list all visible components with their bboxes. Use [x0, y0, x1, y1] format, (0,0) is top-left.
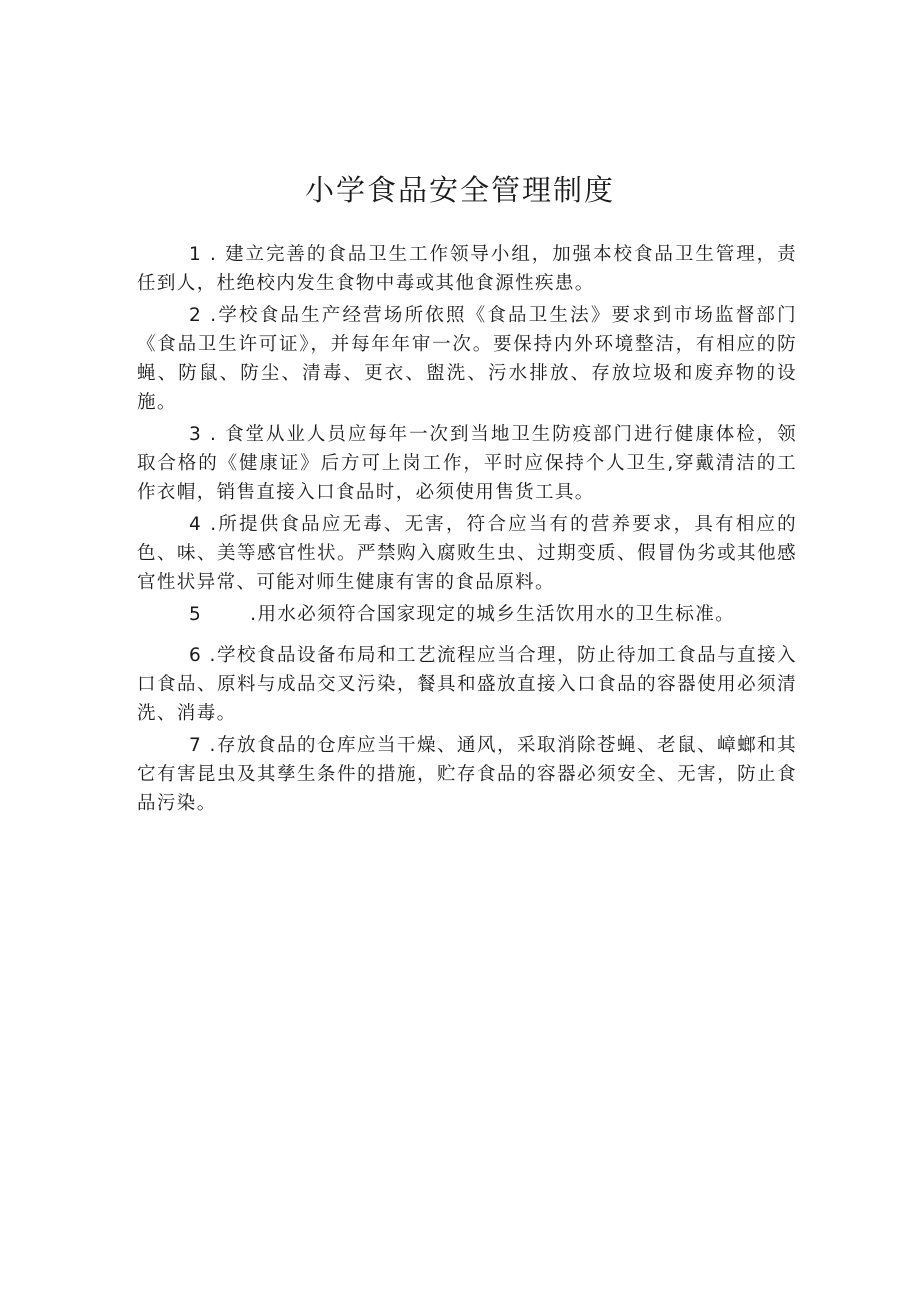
document-body — [137, 240, 797, 821]
list-item — [137, 240, 797, 298]
item-number: 2 — [189, 305, 203, 326]
item-text: .存放食品的仓库应当干燥、通风，采取消除苍蝇、老鼠、嶂螂和其它有害昆虫及其孳生条件的措施，贮存食品的容器必须安全、无害，防止食品污染。 — [137, 735, 797, 814]
list-item — [137, 420, 797, 507]
item-text: . 食堂从业人员应每年一次到当地卫生防疫部门进行健康体检，领取合格的《健康证》后方可上岗工作，平时应保持个人卫生,穿戴清洁的工作衣帽，销售直接入口食品时，必须使用售货工具。 — [137, 424, 797, 503]
list-item — [137, 641, 797, 728]
item-text: . 建立完善的食品卫生工作领导小组，加强本校食品卫生管理，责任到人，杜绝校内发生食物中毒或其他食源性疾患。 — [137, 244, 797, 294]
list-item — [137, 510, 797, 597]
item-text: .所提供食品应无毒、无害，符合应当有的营养要求，具有相应的色、味、美等感官性状。严禁购入腐败生虫、过期变质、假冒伪劣或其他感官性状异常、可能对师生健康有害的食品原料。 — [137, 514, 797, 593]
list-item — [137, 600, 797, 629]
item-text: .学校食品生产经营场所依照《食品卫生法》要求到市场监督部门《食品卫生许可证》，并每年年审一次。要保持内外环境整洁，有相应的防蝇、防鼠、防尘、清毒、更衣、盥洗、污水排放、存放垃圾和废弃物的设施。 — [137, 305, 797, 413]
item-text: .学校食品设备布局和工艺流程应当合理，防止待加工食品与直接入口食品、原料与成品交叉污染，餐具和盛放直接入口食品的容器使用必须清洗、消毒。 — [137, 645, 797, 724]
item-number: 5 — [189, 604, 203, 625]
item-number: 3 — [189, 424, 203, 445]
item-text: .用水必须符合国家现定的城乡生活饮用水的卫生标准。 — [250, 604, 736, 625]
item-number: 7 — [189, 735, 203, 756]
document-title: 小学食品安全管理制度 — [304, 173, 615, 207]
item-number: 1 — [189, 244, 203, 265]
item-number: 4 — [189, 514, 203, 535]
list-item — [137, 731, 797, 818]
list-item — [137, 301, 797, 417]
item-number: 6 — [189, 645, 203, 666]
